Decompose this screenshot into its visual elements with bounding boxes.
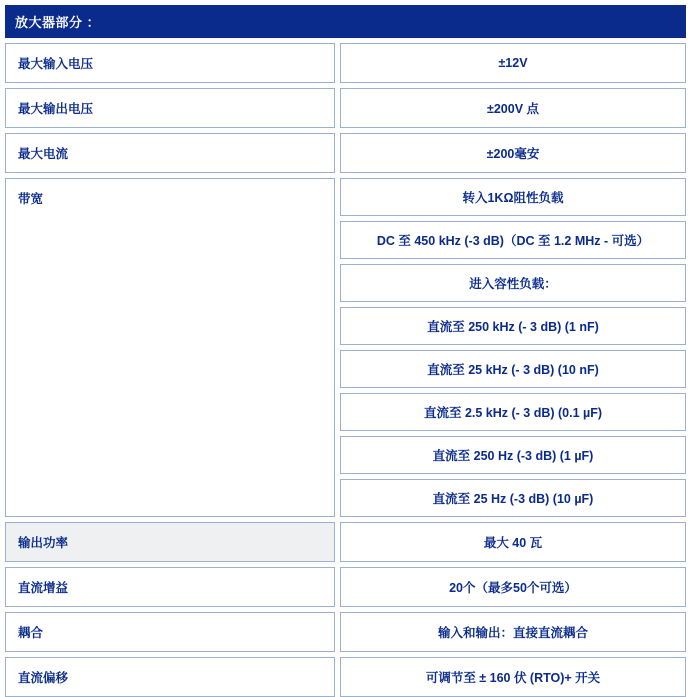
spec-value-group [340, 88, 686, 128]
spec-label: 直流增益 [5, 567, 335, 607]
spec-value-group [340, 612, 686, 652]
spec-value-group [340, 43, 686, 83]
spec-value: 20个（最多50个可选） [340, 567, 686, 607]
spec-label: 带宽 [5, 178, 335, 517]
amplifier-spec-table [5, 5, 686, 697]
spec-value: 进入容性负载： [340, 264, 686, 302]
table-row [5, 612, 686, 652]
spec-value: DC 至 450 kHz (-3 dB)（DC 至 1.2 MHz - 可选） [340, 221, 686, 259]
spec-label: 输出功率 [5, 522, 335, 562]
spec-value: 直流至 250 Hz (-3 dB) (1 µF) [340, 436, 686, 474]
spec-value: ±12V [340, 43, 686, 83]
table-row [5, 522, 686, 562]
spec-label: 耦合 [5, 612, 335, 652]
spec-value: 直流至 2.5 kHz (- 3 dB) (0.1 µF) [340, 393, 686, 431]
spec-value-group [340, 133, 686, 173]
spec-value-group [340, 567, 686, 607]
spec-label: 最大电流 [5, 133, 335, 173]
table-row [5, 657, 686, 697]
spec-label: 最大输入电压 [5, 43, 335, 83]
spec-rows [5, 43, 686, 697]
spec-label: 最大输出电压 [5, 88, 335, 128]
table-row [5, 43, 686, 83]
spec-value: 输入和输出：直接直流耦合 [340, 612, 686, 652]
spec-value: 最大 40 瓦 [340, 522, 686, 562]
spec-value-group [340, 178, 686, 517]
spec-value-group [340, 522, 686, 562]
spec-value: ±200毫安 [340, 133, 686, 173]
spec-value: 转入1KΩ阻性负载 [340, 178, 686, 216]
spec-value: 直流至 25 Hz (-3 dB) (10 µF) [340, 479, 686, 517]
table-row [5, 567, 686, 607]
section-header: 放大器部分 ： [5, 5, 686, 38]
spec-value: 直流至 250 kHz (- 3 dB) (1 nF) [340, 307, 686, 345]
table-row [5, 178, 686, 517]
spec-value: 可调节至 ± 160 伏 (RTO)+ 开关 [340, 657, 686, 697]
table-row [5, 88, 686, 128]
spec-value: 直流至 25 kHz (- 3 dB) (10 nF) [340, 350, 686, 388]
spec-label: 直流偏移 [5, 657, 335, 697]
table-row [5, 133, 686, 173]
spec-value-group [340, 657, 686, 697]
spec-value: ±200V 点 [340, 88, 686, 128]
